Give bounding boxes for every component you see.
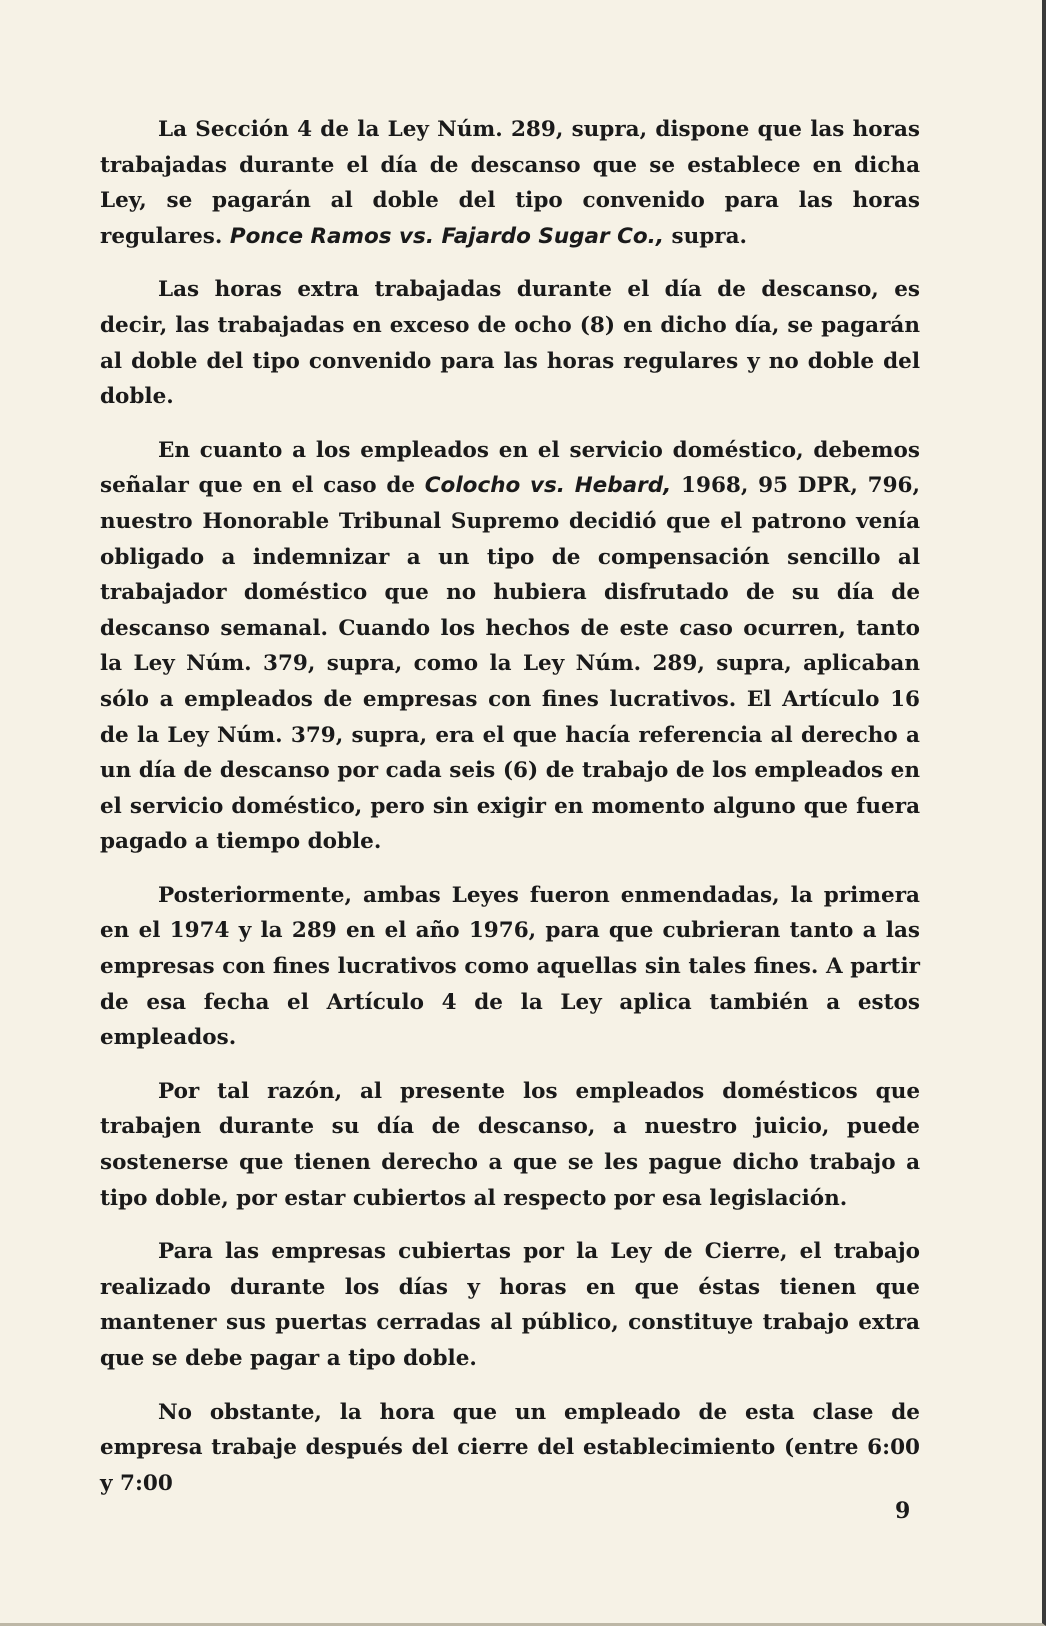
paragraph — [100, 1395, 920, 1502]
paragraph — [100, 433, 920, 860]
paragraph-text: Posteriormente, ambas Leyes fueron enmendadas, la primera en el 1974 y la 289 en el año 1976, para que cubrieran tanto a las empresas con fines lucrativos como aquellas sin tales fines. A partir de esa fecha el Artículo 4 de la Ley aplica también a estos empleados. — [100, 882, 920, 1051]
paragraph — [100, 1234, 920, 1376]
paragraph-text: Para las empresas cubiertas por la Ley de Cierre, el trabajo realizado durante los días y horas en que éstas tienen que mantener sus puertas cerradas al público, constituye trabajo extra que se debe pagar a tipo doble. — [100, 1239, 920, 1371]
paragraph-text: supra. — [664, 223, 748, 249]
paragraph-text: 1968, 95 DPR, 796, nuestro Honorable Tribunal Supremo decidió que el patrono venía obligado a indemnizar a un tipo de compensación sencillo al trabajador doméstico que no hubiera disfrutado de su día de descanso semanal. Cuando los hechos de este caso ocurren, tanto la Ley Núm. 379, supra, como la Ley Núm. 289, supra, aplicaban sólo a empleados de empresas con fines lucrativos. El Artículo 16 de la Ley Núm. 379, supra, era el que hacía referencia al derecho a un día de descanso por cada seis (6) de trabajo de los empleados en el servicio doméstico, pero sin exigir en momento alguno que fuera pagado a tiempo doble. — [100, 473, 920, 855]
paragraph-text: Las horas extra trabajadas durante el día de descanso, es decir, las trabajadas en exceso de ocho (8) en dicho día, se pagarán al doble del tipo convenido para las horas regulares y no doble del doble. — [100, 277, 920, 410]
paragraph — [100, 1074, 920, 1216]
paragraph — [100, 112, 920, 254]
case-citation: Ponce Ramos vs. Fajardo Sugar Co., — [229, 223, 665, 249]
body-text — [100, 112, 920, 1519]
paragraph-text: No obstante, la hora que un empleado de esta clase de empresa trabaje después del cierre del establecimiento (entre 6:00 y 7:00 — [100, 1399, 920, 1496]
paragraph-text: En cuanto a los empleados en el servicio doméstico, debemos señalar que en el caso de — [100, 437, 920, 499]
paragraph-text: La Sección 4 de la Ley Núm. 289, supra, dispone que las horas trabajadas durante el día de descanso que se establece en dicha Ley, se pagarán al doble del tipo convenido para las horas regulares. — [100, 117, 920, 249]
paragraph — [100, 878, 920, 1056]
paragraph-text: Por tal razón, al presente los empleados domésticos que trabajen durante su día de descanso, a nuestro juicio, puede sostenerse que tienen derecho a que se les pague dicho trabajo a tipo doble, por estar cubiertos al respecto por esa legislación. — [100, 1078, 920, 1211]
case-citation: Colocho vs. Hebard, — [424, 473, 672, 499]
page-number: 9 — [895, 1498, 911, 1524]
paragraph — [100, 272, 920, 414]
